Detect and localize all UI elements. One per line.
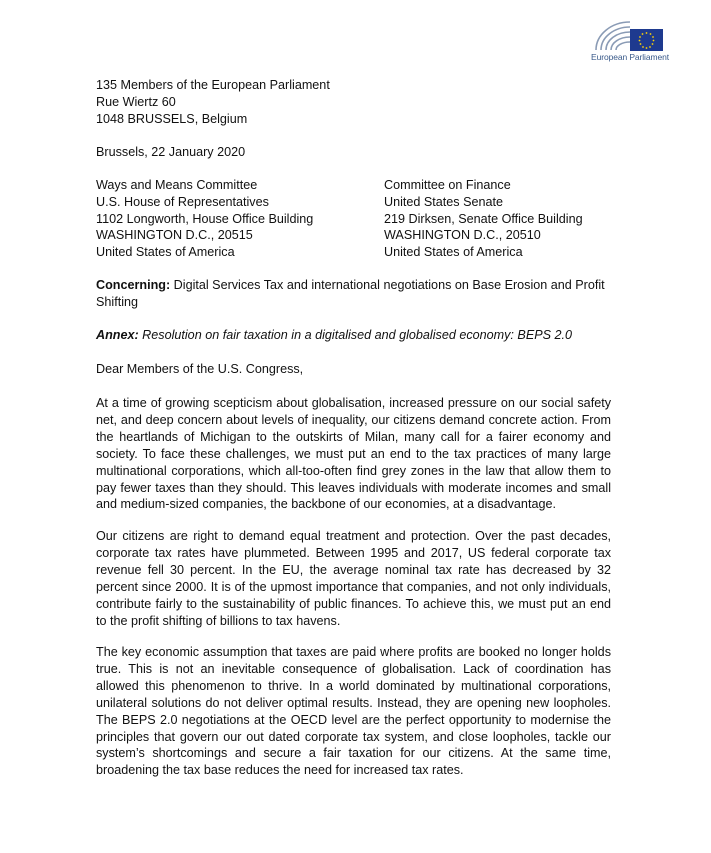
recipient-left-line: U.S. House of Representatives	[96, 194, 269, 209]
recipient-left-line: Ways and Means Committee	[96, 178, 258, 192]
recipient-left	[96, 177, 313, 261]
annex-line	[96, 327, 611, 344]
concerning-text: Digital Services Tax and international negotiations on Base Erosion and Profit Shifting	[96, 278, 605, 309]
recipient-left-line: 1102 Longworth, House Office Building	[96, 211, 314, 226]
body-paragraph-2: Our citizens are right to demand equal treatment and protection. Over the past decades, corporate tax rates have plummeted. Between 1995 and 2017, US federal corporate tax revenue fell 30 percent. In the EU, the average nominal tax rate has decreased by 32 percent since 2000. It is of the upmost importance that companies, and not only individuals, contribute fairly to the sustainability of public finances. To achieve this, we must put an end to the profit shifting of billions to tax havens.	[96, 529, 611, 628]
body-paragraph-1: At a time of growing scepticism about globalisation, increased pressure on our social safety net, and deep concern about levels of inequality, our citizens demand concrete action. From the heartlands of Michigan to the outskirts of Milan, many call for a fairer economy and society. To face these challenges, we must put an end to the tax practices of many large multinational corporations, which all-too-often find grey zones in the law that allow them to pay fewer taxes than they should. This leaves individuals with moderate incomes and small and medium-sized companies, the backbone of our economies, at a disadvantage.	[96, 396, 611, 512]
recipient-left-line: United States of America	[96, 245, 235, 260]
concerning-label: Concerning:	[96, 278, 171, 292]
sender-city: 1048 BRUSSELS, Belgium	[96, 112, 248, 126]
sender-street: Rue Wiertz 60	[96, 95, 176, 109]
letter-date: Brussels, 22 January 2020	[96, 145, 246, 159]
concerning-line	[96, 277, 611, 311]
logo-caption: European Parliament	[591, 52, 669, 62]
recipient-left-line: WASHINGTON D.C., 20515	[96, 228, 253, 243]
recipient-right-line: 219 Dirksen, Senate Office Building	[384, 211, 583, 226]
body-paragraph-3: The key economic assumption that taxes are paid where profits are booked no longer holds true. This is not an inevitable consequence of globalisation. Lack of coordination has allowed this phenomenon to thrive. In a world dominated by multinational corporations, unilateral solutions do not deliver optimal results. Instead, they are opening new loopholes. The BEPS 2.0 negotiations at the OECD level are the perfect opportunity to modernise the principles that govern our out dated corporate tax system, and close loopholes, tackle our system’s shortcomings and secure a fair taxation for our citizens. At the same time, broadening the tax base reduces the need for increased tax rates.	[96, 645, 611, 778]
annex-label: Annex:	[96, 328, 139, 342]
recipient-right-line: WASHINGTON D.C., 20510	[384, 228, 541, 243]
recipient-right-line: United States of America	[384, 245, 523, 260]
parliament-hemicycle-icon	[590, 12, 670, 56]
sender-name: 135 Members of the European Parliament	[96, 78, 330, 92]
annex-text: Resolution on fair taxation in a digitalised and globalised economy: BEPS 2.0	[138, 328, 573, 342]
recipient-right-line: Committee on Finance	[384, 178, 511, 192]
recipient-right	[384, 177, 583, 261]
recipient-right-line: United States Senate	[384, 194, 504, 209]
salutation: Dear Members of the U.S. Congress,	[96, 362, 304, 376]
